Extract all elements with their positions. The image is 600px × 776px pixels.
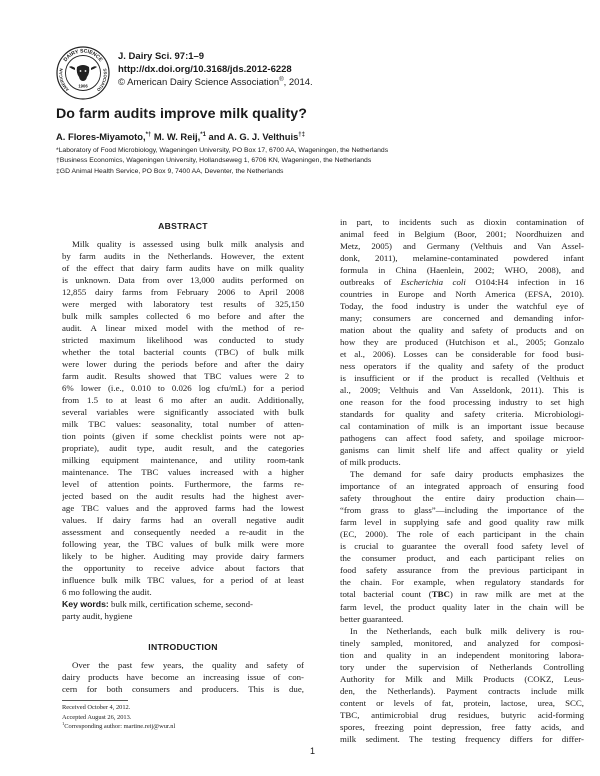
- text-line: were lower during the periods before and after the dairy: [62, 359, 304, 370]
- text-line: mation about the quality and safety of products and on: [340, 325, 584, 336]
- text-line: The demand for safe dairy products emphasizes the: [350, 469, 584, 480]
- text-line: of milk products.: [340, 457, 401, 468]
- text-line: safety throughout the entire dairy production chain—: [340, 493, 584, 504]
- text-line: farm level, the product quality later in the chain will be: [340, 601, 584, 612]
- text-line: influence bulk milk TBC values, for a period of at least: [62, 575, 304, 586]
- footnote-rule: [62, 700, 128, 701]
- abstract-body: [62, 238, 304, 598]
- text-line: stricted maximum likelihood was conducted to study: [62, 335, 304, 346]
- text-line: is crucial to guarantee the overall food safety level of: [340, 541, 584, 552]
- text-line: age TBC values and the approved farms had the lowest: [62, 503, 304, 514]
- text-line: cal contamination of milk is an important issue because: [340, 421, 584, 432]
- text-line: by farm audits in the Netherlands. However, the extent: [62, 251, 304, 262]
- seal-left-text: AMERICAN: [58, 68, 70, 93]
- text-line: tion and quality in an independent monitoring labora-: [340, 649, 584, 660]
- received-date: Received October 4, 2012.: [62, 704, 131, 711]
- journal-info: [118, 50, 313, 90]
- text-line: 6% lower (i.e., 0.010 to 0.026 log cfu/mL) for a period: [62, 383, 304, 394]
- paragraph: [340, 625, 584, 745]
- text-line: importance of an integrated approach of ensuring food: [340, 481, 584, 492]
- text-line: the consumer product, and each participant relies on: [340, 553, 584, 564]
- seal-right-text: SSOCIATIO: [95, 68, 108, 93]
- text-line: 12,855 dairy farms from February 2006 to April 2008: [62, 287, 304, 298]
- text-line: 6 mo following the audit.: [62, 587, 152, 598]
- text-line: in part, to incidents such as dioxin contamination of: [340, 217, 584, 227]
- text-line: several variables were significantly associated with bulk: [62, 407, 304, 418]
- text-line: many; consumers are concerned and demanding infor-: [340, 313, 584, 324]
- text-line: of the effect that dairy farm audits have on milk quality: [62, 263, 304, 274]
- text-line: formula in China (Haenlein, 2002; WHO, 2008), and: [340, 265, 584, 276]
- text-line: from 1.5 to at least 6 mo after an audit. Additionally,: [62, 395, 304, 406]
- text-line: tion points (given if some checklist points were not ap-: [62, 431, 304, 442]
- text-line: standards for quality and safety criteria. Microbiologi-: [340, 409, 584, 420]
- text-line: Today, the food industry is under the watchful eye of: [340, 301, 584, 312]
- text-line: In the Netherlands, each bulk milk delivery is rou-: [350, 625, 584, 636]
- text-line: were merged with laboratory test results of 325,150: [62, 299, 304, 310]
- text-line: content or levels of fat, protein, lactose, urea, SCC,: [340, 697, 584, 708]
- text-line: whether the total bacterial counts (TBC) of bulk milk: [62, 347, 304, 358]
- affiliation: †Business Economics, Wageningen University, Hollandseweg 1, 6706 KN, Wageningen, the Netherlands: [56, 157, 372, 165]
- text-line: food safety assurance from the previous participant in: [340, 565, 584, 576]
- text-line: likely to be higher. Auditing may provide dairy farmers: [62, 551, 304, 562]
- text-line: audit. A linear mixed model with the method of re-: [62, 323, 304, 334]
- text-line: values. If dairy farms had an overall negative audit: [62, 515, 304, 526]
- footnotes: [62, 703, 175, 732]
- corresponding-author: $^1$Corresponding author: martine.reij@wur.nl: [62, 721, 176, 731]
- text-line: Authority for Milk and Milk Products (COKZ, Leus-: [340, 673, 584, 684]
- text-line: tinely sampled, monitored, and analyzed for composi-: [340, 637, 584, 648]
- text-line: milk TBC values: seasonality, total number of atten-: [62, 419, 304, 430]
- keywords: Key words: bulk milk, certification scheme, second-: [62, 599, 253, 610]
- affiliation: ‡GD Animal Health Service, PO Box 9, 7400 AA, Deventer, the Netherlands: [56, 167, 284, 175]
- text-line: (EC, 2000). The role of each participant in the chain: [340, 529, 584, 540]
- text-line: den, the Netherlands). Payment contracts include milk: [340, 685, 584, 696]
- text-line: Over the past few years, the quality and safety of: [72, 659, 304, 670]
- text-line: maintenance. The TBC values increased with a higher: [62, 467, 304, 478]
- page-number: 1: [310, 746, 316, 756]
- text-line: tory under the supervision of Netherlands Controlling: [340, 661, 584, 672]
- text-line: the opportunity to receive advice about factors that: [62, 563, 304, 574]
- text-line: countries in Europe and North America (EFSA, 2010).: [340, 289, 584, 300]
- affiliation: *Laboratory of Food Microbiology, Wageningen University, PO Box 17, 6700 AA, Wageningen, the Netherlands: [56, 147, 389, 154]
- text-line: ganisms can limit shelf life and affect quality or yield: [340, 445, 584, 456]
- seal-year: 1906: [78, 83, 88, 89]
- copyright: © American Dairy Science Association®, 2014.: [118, 77, 313, 89]
- text-line: farm level in supplying safe and good quality raw milk: [340, 517, 584, 528]
- text-line: al., 2009; Velthuis and Van Asseldonk, 2011). This is: [340, 385, 584, 396]
- author-list: A. Flores-Miyamoto,*† M. W. Reij,$^{*1}$ and A. G. J. Velthuis†‡: [56, 131, 305, 142]
- paragraph: [340, 216, 584, 468]
- text-line: ness operators if the quality and safety of the product: [340, 361, 584, 372]
- text-line: donk, 2011), melamine-contaminated powdered infant: [340, 253, 584, 264]
- doi-link[interactable]: http://dx.doi.org/10.3168/jds.2012-6228: [118, 64, 292, 76]
- text-line: et al., 2006). Losses can be considerable for food busi-: [340, 349, 584, 360]
- text-line: jected based on the audit results had the highest aver-: [62, 491, 304, 502]
- abstract-heading: ABSTRACT: [158, 221, 208, 231]
- text-line: level of attention points. Furthermore, the farms re-: [62, 479, 304, 490]
- text-line: one reason for the food processing industry to set high: [340, 397, 584, 408]
- text-line: spores, freezing point depression, free fatty acids, and: [340, 721, 584, 732]
- ads-seal-logo: [56, 46, 110, 100]
- text-line: total bacterial count (TBC) in raw milk are met at the: [340, 589, 584, 600]
- text-line: farm audit. Results showed that TBC values were 2 to: [62, 371, 304, 382]
- introduction-heading: INTRODUCTION: [148, 641, 218, 652]
- text-line: cern for both consumers and producers. This is due,: [62, 683, 304, 694]
- text-line: outbreaks of Escherichia coli O104:H4 infection in 16: [340, 277, 584, 288]
- seal-top-text: DAIRY SCIENCE: [62, 48, 104, 64]
- affiliations: [56, 145, 388, 176]
- text-line: milk sediment. The testing frequency differs for differ-: [340, 733, 584, 744]
- left-column: [62, 214, 304, 695]
- text-line: is insufficient or if the product is recalled (Velthuis et: [340, 373, 584, 384]
- journal-citation: J. Dairy Sci. 97:1–9: [118, 51, 205, 62]
- right-column: [340, 216, 584, 745]
- svg-text:AMERICAN: [58, 68, 70, 92]
- text-line: pathogens can affect food safety, and spoilage microor-: [340, 433, 584, 444]
- text-line: bulk milk samples collected 6 mo before and after the: [62, 311, 304, 322]
- text-line: animal feed in Belgium (Boor, 2001; Noordhuizen and: [340, 229, 584, 240]
- text-line: following year, the TBC values of bulk milk were more: [62, 539, 304, 550]
- text-line: assessment and consequently needed a re-audit in the: [62, 527, 304, 538]
- text-line: better guaranteed.: [340, 613, 404, 624]
- text-line: Milk quality is assessed using bulk milk analysis and: [72, 239, 304, 249]
- keywords-cont: party audit, hygiene: [62, 611, 133, 622]
- text-line: TBC, antimicrobial drug residues, butyric acid-forming: [340, 709, 584, 720]
- accepted-date: Accepted August 26, 2013.: [62, 713, 132, 721]
- text-line: how they are produced (Hutchison et al., 2005; Gonzalo: [340, 337, 584, 348]
- text-line: is unknown. Data from over 13,000 audits performed on: [62, 275, 304, 286]
- introduction-body: [62, 659, 304, 695]
- text-line: Metz, 2005) and Germany (Velthuis and Van Assel-: [340, 241, 584, 252]
- text-line: “from grass to glass”—including the importance of the: [340, 505, 584, 516]
- text-line: dairy products have become an increasing issue of con-: [62, 671, 304, 682]
- text-line: milking equipment maintenance, and utility room-tank: [62, 455, 304, 466]
- text-line: propriate), audit type, audit result, and the categories: [62, 443, 304, 454]
- text-line: the chain. For example, when regulatory standards for: [340, 577, 584, 588]
- article-title: Do farm audits improve milk quality?: [56, 106, 307, 122]
- paragraph: [340, 468, 584, 624]
